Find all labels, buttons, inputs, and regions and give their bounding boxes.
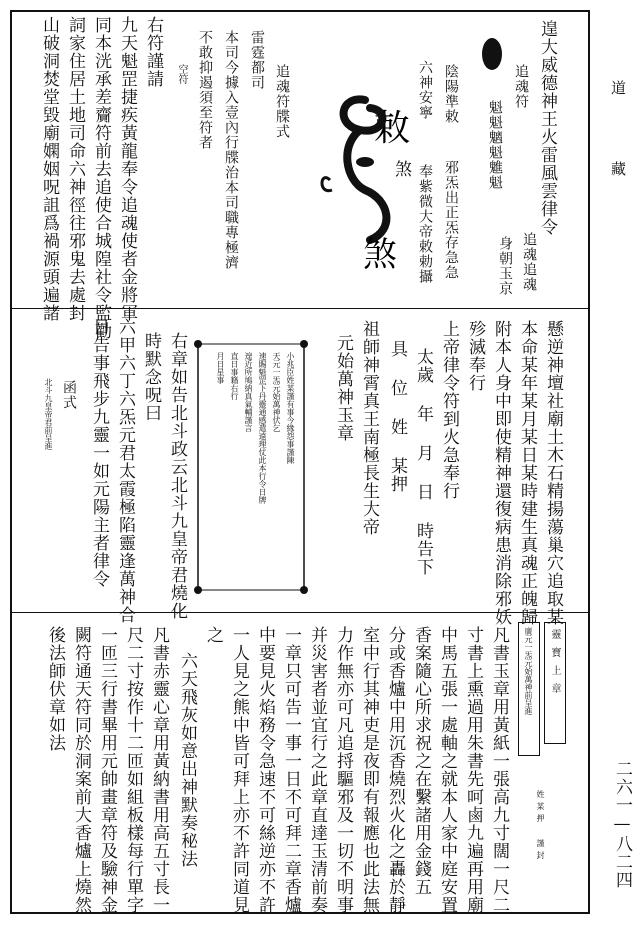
talisman-line: 月日星事	[216, 352, 225, 384]
text-column: 奉紫微大帝敕勅攝	[417, 164, 433, 284]
text-column: 魁魁魑魁魋魁	[487, 100, 503, 190]
text-column: 上帝律令符到火急奉行	[439, 320, 459, 500]
text-column: 右章如告北斗政云北斗九皇帝君燒化	[167, 332, 187, 620]
text-column: 一人見之熊中皆可拜上亦不許同道見	[229, 626, 249, 914]
stamp-box	[518, 622, 540, 756]
text-column: 本司今據入壹內行牒治本司職專極濟	[223, 30, 239, 270]
text-column: 六甲六丁六炁元君太霞極陷靈逢萬神合	[115, 318, 135, 624]
text-column: 不敢抑遏須至符者	[197, 30, 213, 150]
text-column: 六神安寧	[417, 60, 433, 120]
talisman-line: 小兆臣姓某謹有事今緣怨事謹陳	[286, 352, 295, 464]
text-column: 一章只可告一事一日不可拜二章香爐	[281, 626, 301, 914]
text-column: 附本人身中即使精神還復病患消除邪妖	[491, 320, 511, 626]
text-column: 力作無亦可凡追捋驅邪及一切不明事	[333, 626, 353, 914]
stamp-note: 姓某押 謹封	[536, 790, 545, 863]
text-column: 闕符通天符同於洞案前大香爐上燒然	[71, 626, 91, 914]
talisman-line: 速賜魁罡下丹靈通感遣遠理仗此本行令日牌	[258, 352, 267, 504]
text-column: 分或香爐中用沉香燒烈火化之轟於靜	[385, 626, 405, 914]
talisman-document	[186, 336, 316, 598]
text-column: 元始萬神玉章	[333, 334, 353, 442]
text-column: 雷霆都司	[249, 30, 265, 90]
text-column: 之	[203, 626, 223, 644]
page-number: 二六一—八二四	[612, 760, 632, 889]
text-column: 函式	[61, 380, 77, 410]
text-column: 具 位 姓 某押	[387, 340, 407, 493]
talisman-line: 天元一炁元始萬神伏乞	[272, 352, 281, 432]
stamp-box	[544, 622, 566, 744]
text-column: 一匝三行書畢用元帥畫章符及驗神金	[97, 626, 117, 914]
text-column: 祖師神霄真王南極長生大帝	[359, 320, 379, 536]
ink-blot-icon	[478, 34, 506, 74]
text-column: 并災害者並宜行之此章直達玉清前奏	[307, 626, 327, 914]
text-column: 追魂追魂	[521, 232, 537, 292]
text-column: 九天魁罡捷疾黃龍奉令追魂使者金將軍	[117, 16, 137, 322]
text-column: 殄滅奉行	[465, 320, 485, 392]
text-column: 本命某年某月某日某時建生真魂正魄歸	[517, 320, 537, 626]
text-column: 追魂符牒式	[274, 64, 290, 139]
text-column: 山破洞焚堂毀廟嫻姻呪詛爲禍源頭遍諸	[39, 16, 59, 322]
section-heading: 六天飛灰如意出神默奏秘法	[177, 652, 197, 868]
text-column: 身朝玉京	[497, 236, 513, 296]
text-column: 室中行其神吏是夜即有報應也此法無	[359, 626, 379, 914]
text-column: 香案隨心所求祝之在繫諸用金錢五	[411, 626, 431, 896]
collection-label: 道 藏	[609, 80, 627, 200]
talisman-line: 遑近所鳩納真氣輔謹言	[244, 352, 253, 432]
text-column: 中馬五張一處軸之就本人家中庭安置	[437, 626, 457, 914]
seal-note: 空符	[176, 64, 187, 84]
talisman-line: 直日事籍右行	[230, 352, 239, 400]
stamp-subtitle: 廣元一炁元始萬神前呈進	[524, 627, 533, 715]
text-column: 太歲 年 月 日 時告下	[413, 348, 433, 576]
talisman-chi-glyph: 敕	[373, 108, 410, 149]
talisman-sha-glyph: 煞	[363, 235, 397, 270]
text-column: 中要見火焰務令急速不可絲逆亦不許	[255, 626, 275, 914]
talisman-stroke	[344, 99, 387, 240]
text-column: 右符謹請	[143, 16, 163, 88]
stamp-title: 靈寶上章	[549, 629, 560, 701]
text-column: 凡書玉章用黃紙一張高九寸闊一尺二	[489, 626, 509, 914]
text-column: 時默念呪曰	[141, 332, 161, 422]
text-column: 懸逆神壇社廟土木石精揚蕩巢穴追取某	[543, 320, 563, 626]
text-column: 同本洸承差齎符前去追使合城隍社令監勸	[91, 16, 111, 340]
text-column: 北斗九皇帝君前呈進	[44, 378, 53, 450]
text-column: 日告事飛步九靈一如元陽主者律令	[89, 318, 109, 588]
talisman-sha-label: 煞	[391, 160, 411, 178]
text-column: 寸書上熏過用朱書先呵鹵九遍再用廟	[463, 626, 483, 914]
text-column: 邪炁出正炁存急急	[443, 160, 459, 280]
text-column: 後法師伏章如法	[45, 626, 65, 752]
text-column: 遑大威德神王火雷風雲律令	[537, 20, 557, 236]
text-column: 尺二寸按作十二匝如組板樣每行單字	[123, 626, 143, 914]
text-column: 凡書赤靈心章用黃納書用高五寸長一	[149, 626, 169, 914]
text-column: 陰陽準敕	[443, 64, 459, 124]
text-column: 追魂符	[513, 64, 529, 109]
text-column: 詞家住居土地司命六神徑往邪鬼去處封	[65, 16, 85, 322]
